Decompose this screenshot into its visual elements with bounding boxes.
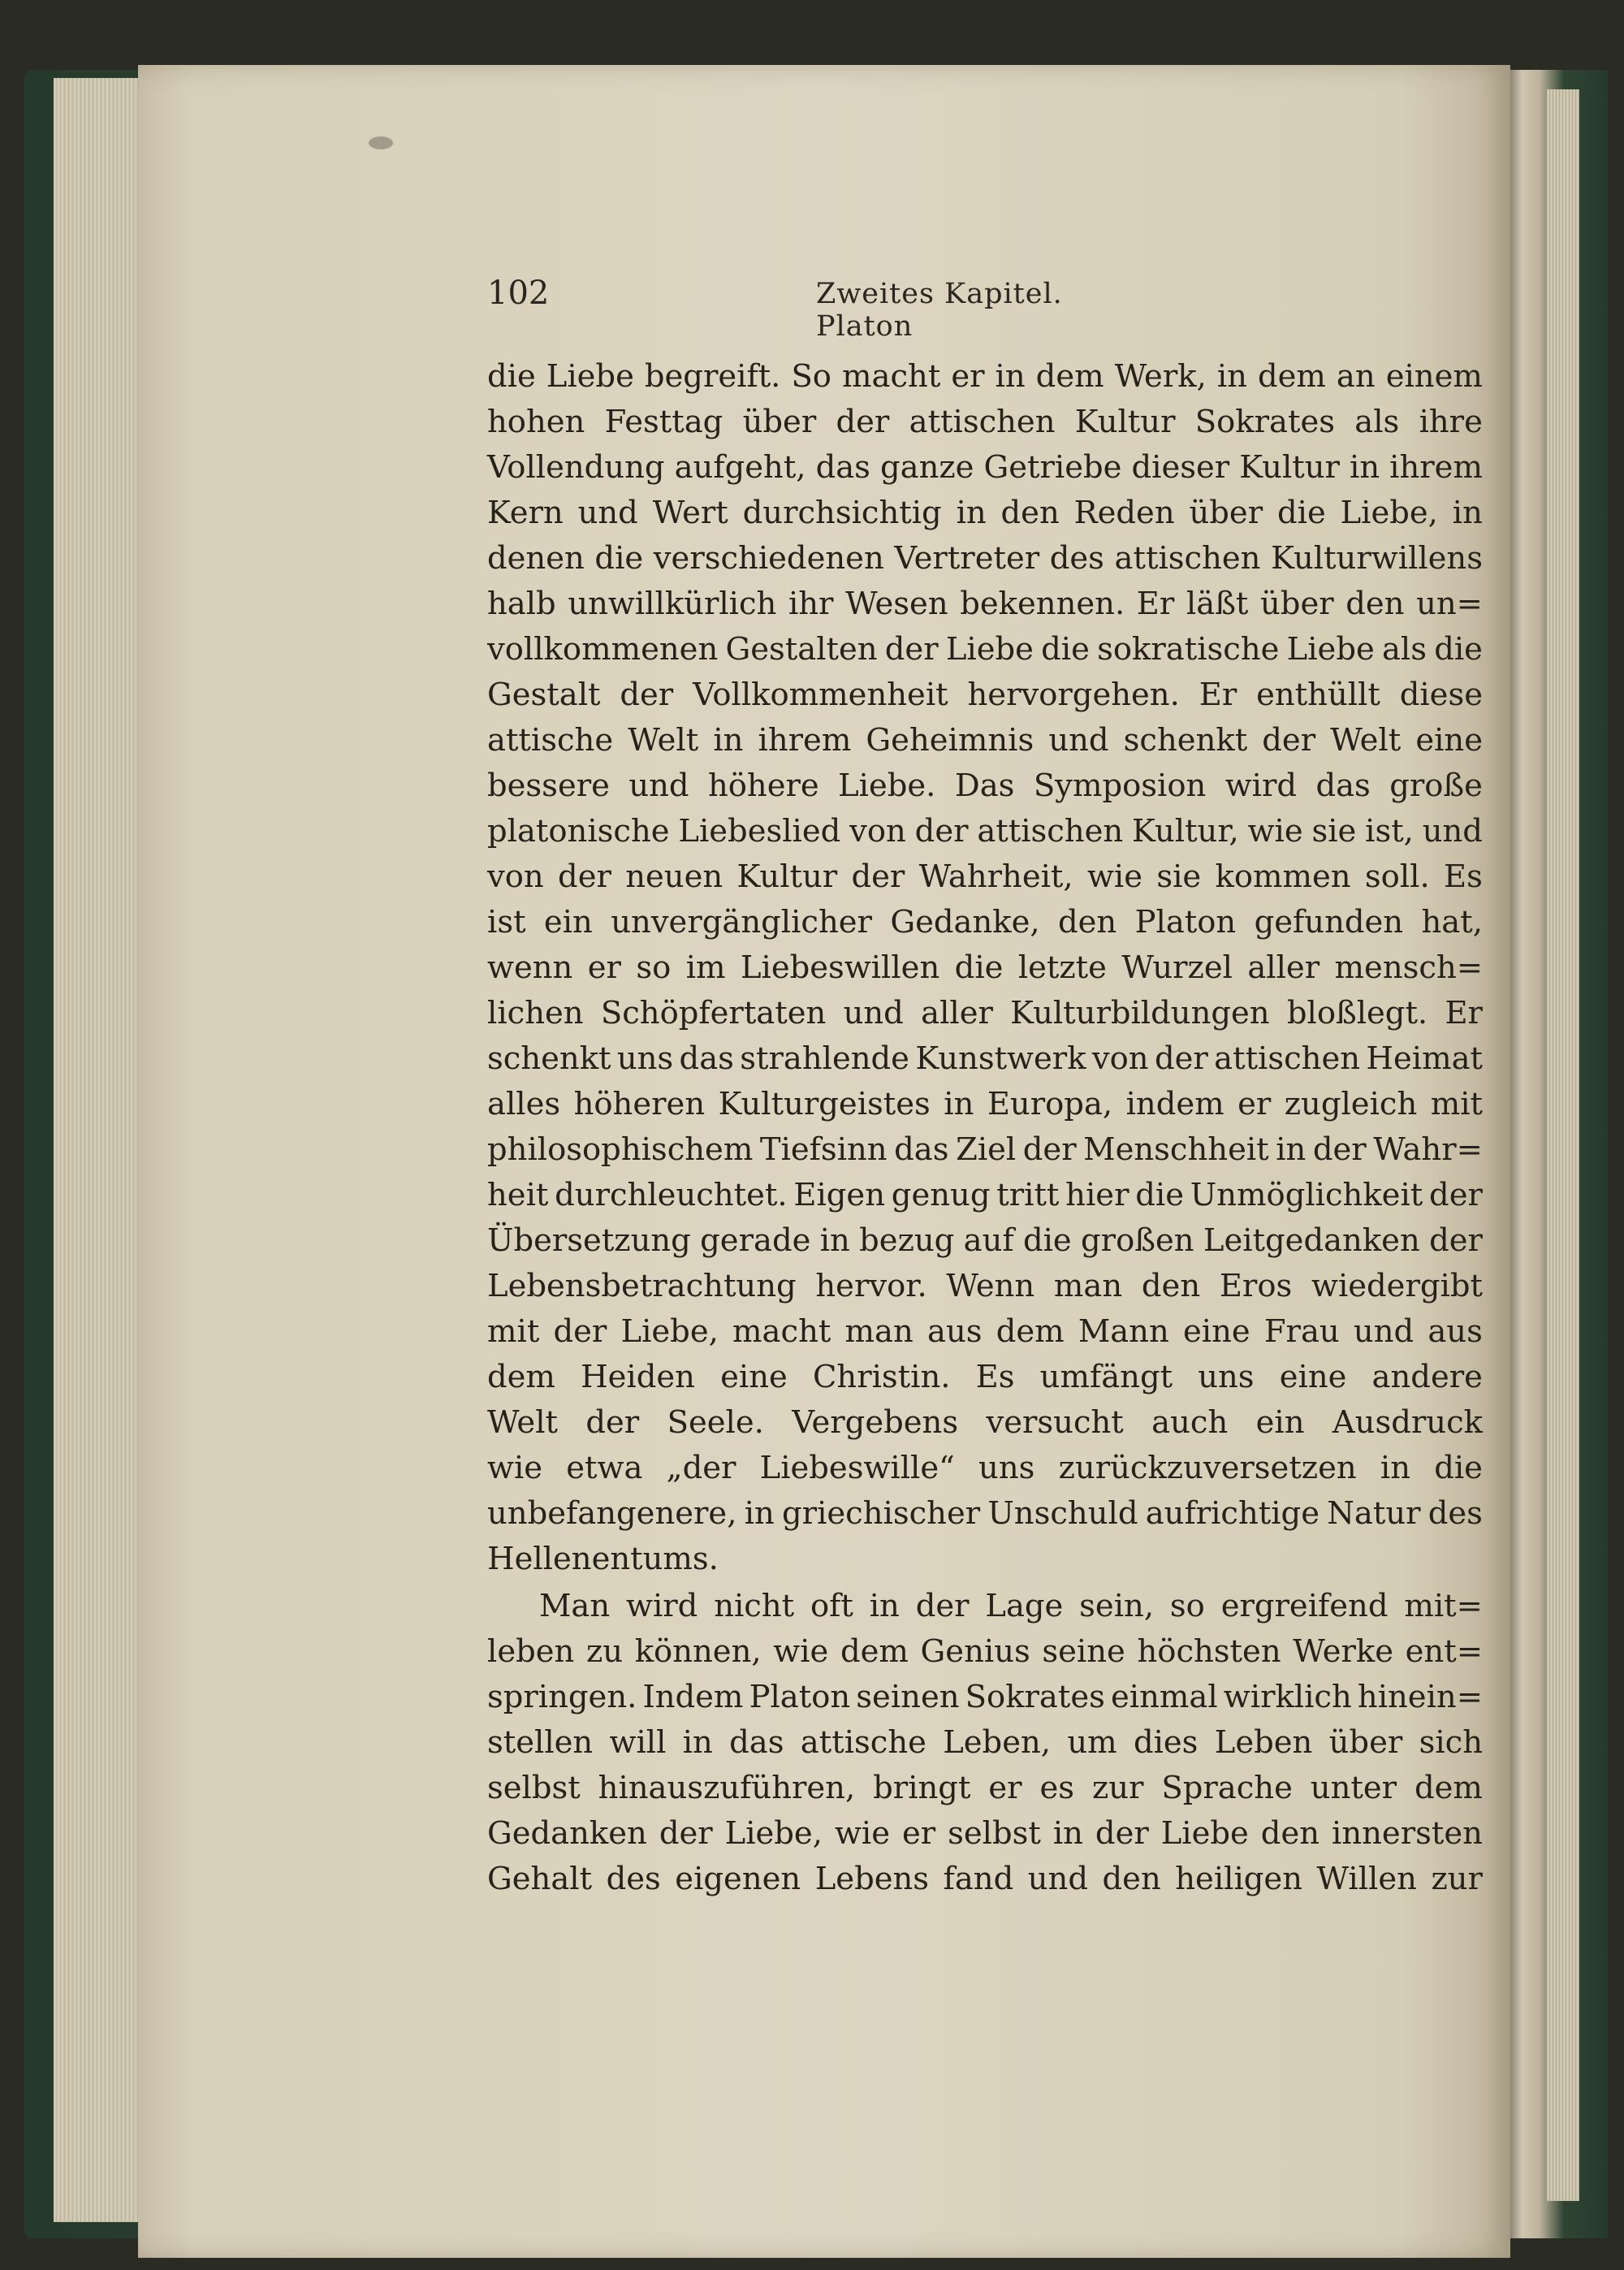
page-edges-left bbox=[54, 78, 145, 2222]
text-line: lichen Schöpfertaten und aller Kulturbildungen bloßlegt. Er bbox=[487, 995, 1483, 1031]
text-line: alles höheren Kulturgeistes in Europa, indem er zugleich mit bbox=[487, 1086, 1483, 1122]
text-line: ist ein unvergänglicher Gedanke, den Platon gefunden hat, bbox=[487, 904, 1483, 940]
page-header bbox=[487, 275, 1161, 343]
text-line: hohen Festtag über der attischen Kultur Sokrates als ihre bbox=[487, 404, 1483, 440]
text-line: unbefangenere, in griechischer Unschuld aufrichtige Natur des bbox=[487, 1495, 1483, 1532]
page-edges-right bbox=[1547, 89, 1579, 2201]
paragraph bbox=[487, 354, 1483, 1582]
text-line: leben zu können, wie dem Genius seine höchsten Werke ent= bbox=[487, 1633, 1483, 1670]
text-line: Man wird nicht oft in der Lage sein, so ergreifend mit= bbox=[539, 1588, 1483, 1624]
page-number: 102 bbox=[487, 275, 550, 312]
text-line: die Liebe begreift. So macht er in dem Werk, in dem an einem bbox=[487, 358, 1483, 395]
text-line: heit durchleuchtet. Eigen genug tritt hier die Unmöglichkeit der bbox=[487, 1177, 1483, 1213]
text-line: denen die verschiedenen Vertreter des attischen Kulturwillens bbox=[487, 540, 1483, 577]
text-line: Gedanken der Liebe, wie er selbst in der Liebe den innersten bbox=[487, 1815, 1483, 1852]
text-line: halb unwillkürlich ihr Wesen bekennen. Er läßt über den un= bbox=[487, 586, 1483, 622]
text-line: bessere und höhere Liebe. Das Symposion wird das große bbox=[487, 767, 1483, 804]
text-line: vollkommenen Gestalten der Liebe die sokratische Liebe als die bbox=[487, 631, 1483, 668]
paper-stain bbox=[369, 136, 393, 149]
text-line: Gehalt des eigenen Lebens fand und den heiligen Willen zur bbox=[487, 1861, 1483, 1897]
text-line: platonische Liebeslied von der attischen Kultur, wie sie ist, und bbox=[487, 813, 1483, 850]
text-line: stellen will in das attische Leben, um dies Leben über sich bbox=[487, 1724, 1483, 1761]
text-line: Lebensbetrachtung hervor. Wenn man den Eros wiedergibt bbox=[487, 1268, 1483, 1304]
text-line: Kern und Wert durchsichtig in den Reden über die Liebe, in bbox=[487, 495, 1483, 531]
text-line: mit der Liebe, macht man aus dem Mann eine Frau und aus bbox=[487, 1313, 1483, 1350]
paragraph bbox=[487, 1584, 1483, 1902]
text-line: Hellenentums. bbox=[487, 1541, 719, 1577]
text-line: von der neuen Kultur der Wahrheit, wie sie kommen soll. Es bbox=[487, 858, 1483, 895]
text-line: wenn er so im Liebeswillen die letzte Wurzel aller mensch= bbox=[487, 949, 1483, 986]
text-line: Welt der Seele. Vergebens versucht auch ein Ausdruck bbox=[487, 1404, 1483, 1441]
text-line: Übersetzung gerade in bezug auf die großen Leitgedanken der bbox=[487, 1222, 1483, 1259]
text-line: dem Heiden eine Christin. Es umfängt uns eine andere bbox=[487, 1359, 1483, 1395]
text-line: philosophischem Tiefsinn das Ziel der Menschheit in der Wahr= bbox=[487, 1131, 1483, 1168]
text-line: wie etwa „der Liebeswille“ uns zurückzuversetzen in die bbox=[487, 1450, 1483, 1486]
text-line: Vollendung aufgeht, das ganze Getriebe dieser Kultur in ihrem bbox=[487, 449, 1483, 486]
text-line: attische Welt in ihrem Geheimnis und schenkt der Welt eine bbox=[487, 722, 1483, 759]
text-line: schenkt uns das strahlende Kunstwerk von der attischen Heimat bbox=[487, 1040, 1483, 1077]
text-line: selbst hinauszuführen, bringt er es zur Sprache unter dem bbox=[487, 1770, 1483, 1806]
text-line: springen. Indem Platon seinen Sokrates einmal wirklich hinein= bbox=[487, 1679, 1483, 1715]
text-line: Gestalt der Vollkommenheit hervorgehen. Er enthüllt diese bbox=[487, 677, 1483, 713]
body-text bbox=[487, 354, 1483, 1902]
running-head: Zweites Kapitel. Platon bbox=[816, 278, 1063, 343]
